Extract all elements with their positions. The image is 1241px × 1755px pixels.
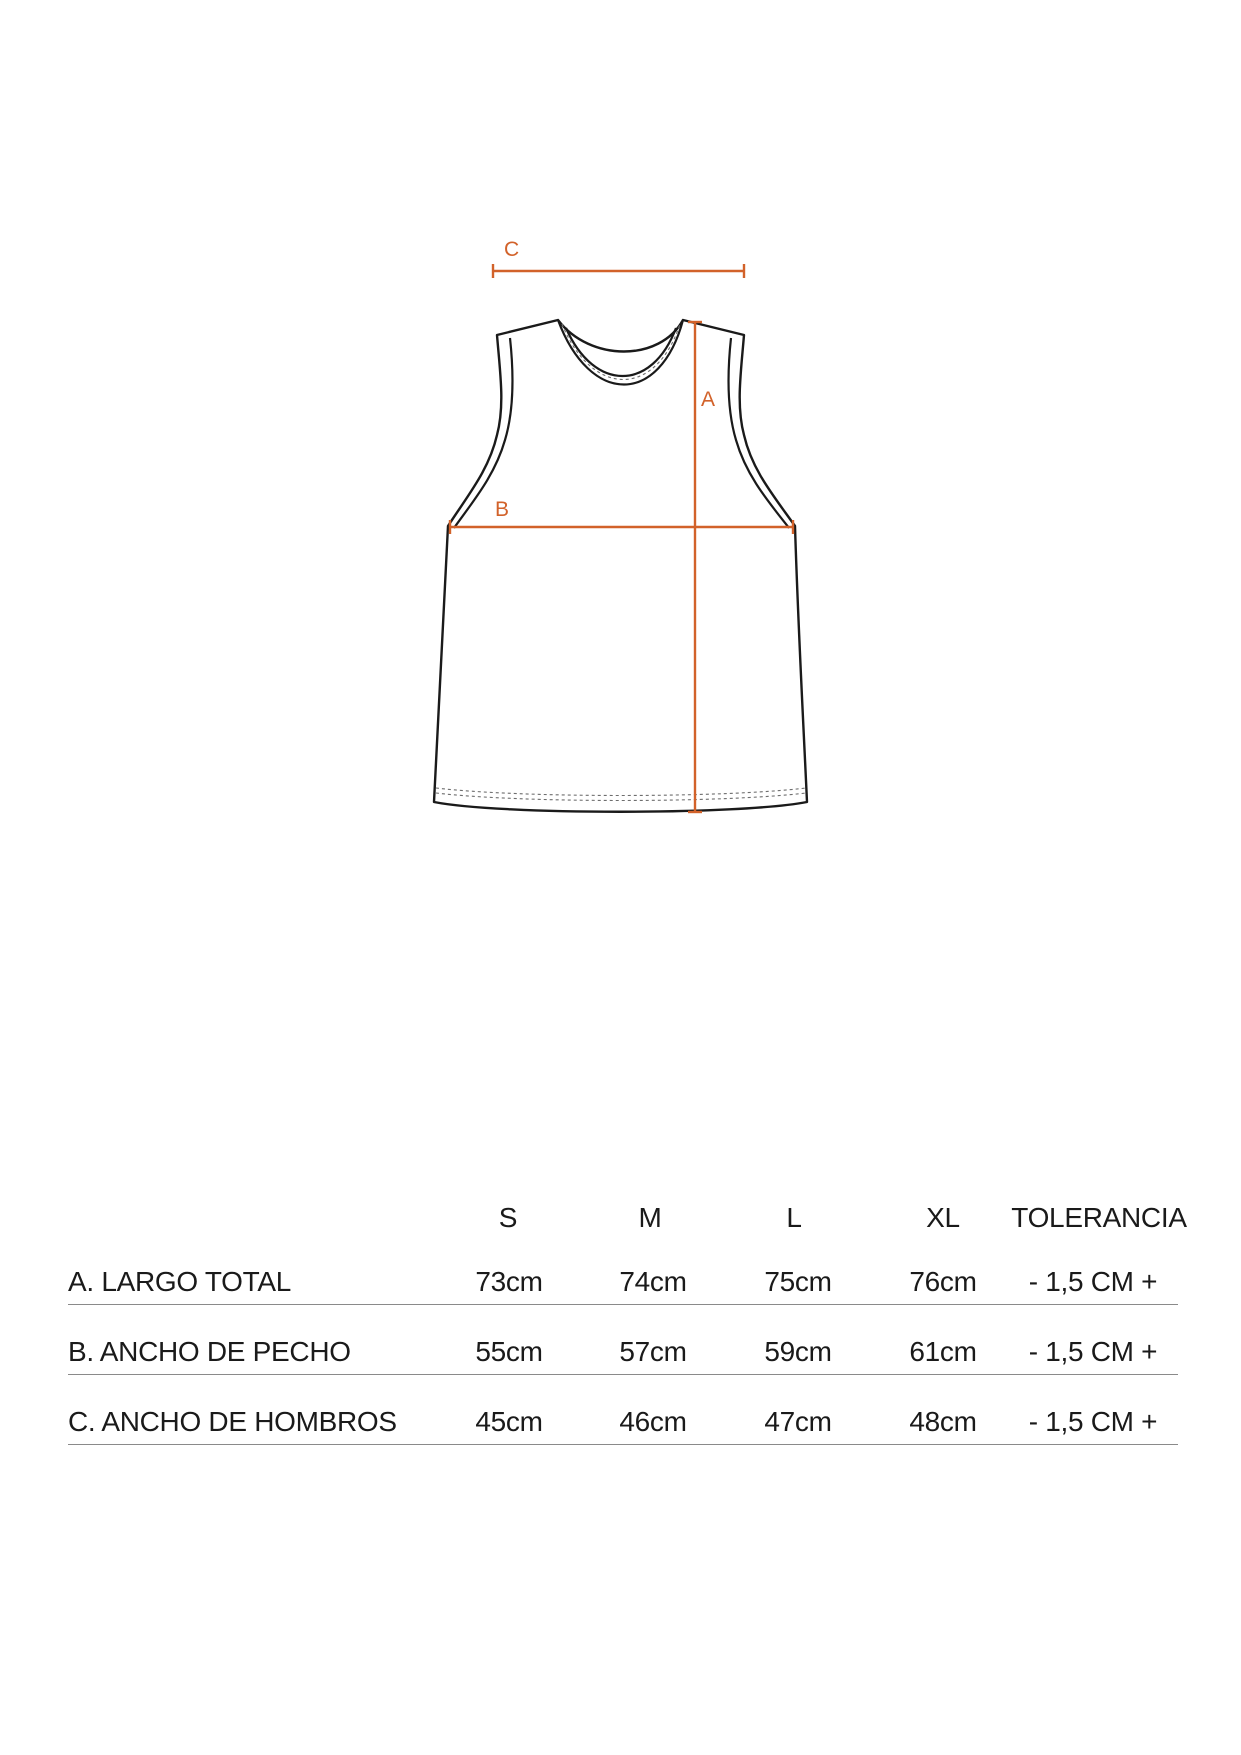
header-size-s: S [498, 1202, 518, 1233]
row-value-l: 59cm [764, 1336, 832, 1367]
row-value-m: 57cm [619, 1336, 687, 1367]
row-value-l: 47cm [764, 1406, 832, 1437]
row-value-xl: 76cm [909, 1266, 977, 1297]
tank-top-outline [434, 320, 807, 812]
row-value-m: 74cm [619, 1266, 687, 1297]
row-value-m: 46cm [619, 1406, 687, 1437]
header-size-l: L [786, 1202, 802, 1233]
row-tolerance: - 1,5 CM + [1028, 1266, 1158, 1297]
tank-top-garment [434, 320, 807, 812]
table-row [68, 1318, 1178, 1375]
row-value-s: 55cm [475, 1336, 543, 1367]
row-measure-name: C. ANCHO DE HOMBROS [68, 1406, 397, 1437]
row-tolerance: - 1,5 CM + [1028, 1406, 1158, 1437]
row-value-s: 45cm [475, 1406, 543, 1437]
size-table [68, 1180, 1187, 1458]
header-tolerance: TOLERANCIA [1011, 1202, 1187, 1233]
row-value-xl: 48cm [909, 1406, 977, 1437]
measure-c-label: C [504, 238, 520, 261]
row-measure-name: A. LARGO TOTAL [68, 1266, 291, 1297]
row-value-s: 73cm [475, 1266, 543, 1297]
measure-b-label: B [495, 498, 510, 521]
row-tolerance: - 1,5 CM + [1028, 1336, 1158, 1367]
header-size-xl: XL [926, 1202, 960, 1233]
row-value-l: 75cm [764, 1266, 832, 1297]
row-value-xl: 61cm [909, 1336, 977, 1367]
table-row [68, 1388, 1178, 1445]
measure-a-label: A [701, 388, 716, 411]
table-header-row [68, 1180, 1187, 1248]
row-measure-name: B. ANCHO DE PECHO [68, 1336, 351, 1367]
header-size-m: M [638, 1202, 662, 1233]
table-row [68, 1248, 1178, 1305]
